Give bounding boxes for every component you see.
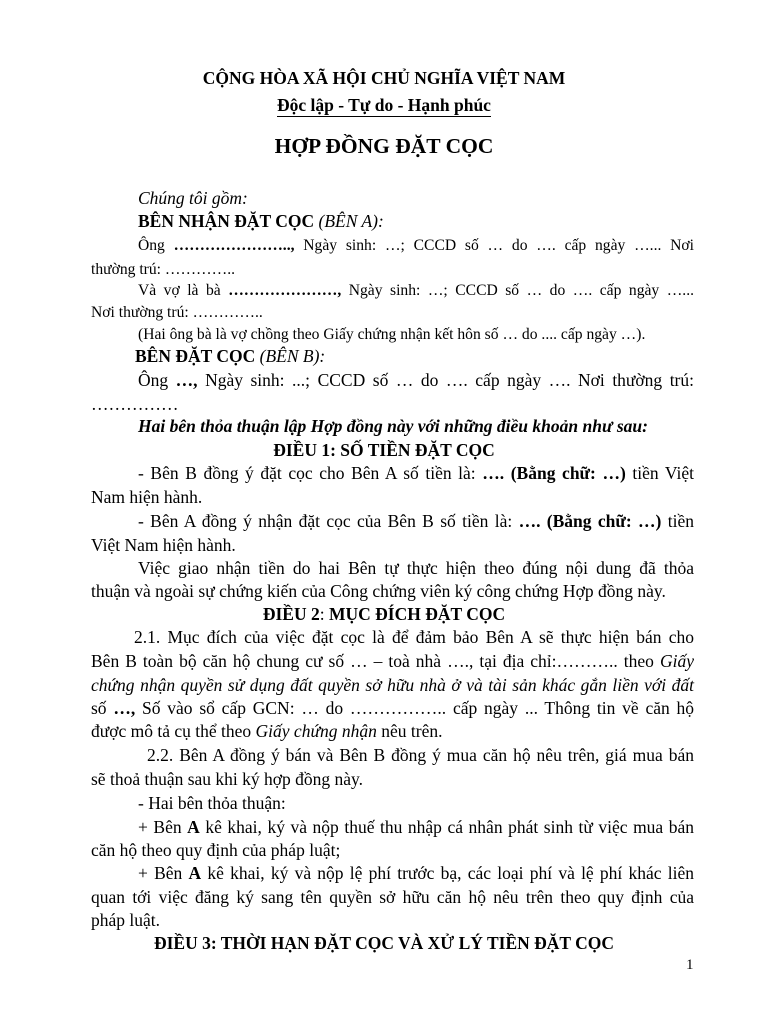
article-2-agreement-intro: - Hai bên thỏa thuận: [138,793,286,813]
article-2-1-line3: chứng nhận quyền sử dụng đất quyền sở hữu nhà ở và tài sản khác gắn liền với đất [91,675,694,695]
party-b-heading: BÊN ĐẶT CỌC (BÊN B): [135,346,326,366]
motto: Độc lập - Tự do - Hạnh phúc [277,95,491,115]
article-2-bullet-2-line2: quan tới việc đăng ký sang tên quyền sở hữu căn hộ nêu trên theo quy định của [91,887,694,907]
article-2-bullet-1-line2: căn hộ theo quy định của pháp luật; [91,840,341,860]
marriage-certificate-note: (Hai ông bà là vợ chồng theo Giấy chứng nhận kết hôn số … do .... cấp ngày …). [138,326,646,343]
article-3-heading: ĐIỀU 3: THỜI HẠN ĐẶT CỌC VÀ XỬ LÝ TIỀN ĐẶT CỌC [153,933,615,953]
article-1-item-1-line1: - Bên B đồng ý đặt cọc cho Bên A số tiền là: …. (Bằng chữ: …) tiền Việt [138,463,695,483]
article-2-heading: ĐIỀU 2: MỤC ĐÍCH ĐẶT CỌC [262,604,506,624]
article-1-item-3-line2: thuận và ngoài sự chứng kiến của Công chứng viên ký công chứng Hợp đồng này. [91,581,666,601]
party-a-wife-line1: Và vợ là bà …………………, Ngày sinh: …; CCCD số … do …. cấp ngày …... [138,282,694,299]
party-a-husband-line1: Ông ………………….., Ngày sinh: …; CCCD số … do …. cấp ngày …... Nơi [138,237,694,254]
article-2-1-line2: Bên B toàn bộ căn hộ chung cư số … – toà nhà …., tại địa chỉ:……….. theo Giấy [91,651,694,671]
agreement-statement: Hai bên thỏa thuận lập Hợp đồng này với những điều khoản như sau: [138,416,648,436]
article-1-item-1-line2: Nam hiện hành. [91,487,203,507]
article-2-1-line5: được mô tả cụ thể theo Giấy chứng nhận nêu trên. [91,721,443,741]
article-2-bullet-2-line3: pháp luật. [91,910,161,930]
intro-text: Chúng tôi gồm: [138,188,248,208]
article-2-bullet-1-line1: + Bên A kê khai, ký và nộp thuế thu nhập cá nhân phát sinh từ việc mua bán [138,817,695,837]
article-2-1-line4: số …, Số vào sổ cấp GCN: … do …………….. cấp ngày ... Thông tin về căn hộ [91,698,695,718]
article-1-heading: ĐIỀU 1: SỐ TIỀN ĐẶT CỌC [273,440,495,460]
page-number: 1 [686,957,694,973]
country-header: CỘNG HÒA XÃ HỘI CHỦ NGHĨA VIỆT NAM [202,68,566,88]
party-a-wife-line2: Nơi thường trú: ………….. [91,304,263,321]
article-2-bullet-2-line1: + Bên A kê khai, ký và nộp lệ phí trước bạ, các loại phí và lệ phí khác liên [138,863,695,883]
article-2-2-line2: sẽ thoả thuận sau khi ký hợp đồng này. [91,769,364,789]
party-a-husband-line2: thường trú: ………….. [91,261,236,278]
document-title: HỢP ĐỒNG ĐẶT CỌC [274,134,494,158]
article-2-2-line1: 2.2. Bên A đồng ý bán và Bên B đồng ý mua căn hộ nêu trên, giá mua bán [147,745,694,765]
party-b-line2: …………… [91,394,179,414]
article-1-item-2-line2: Việt Nam hiện hành. [91,535,236,555]
party-a-heading: BÊN NHẬN ĐẶT CỌC (BÊN A): [138,211,384,231]
article-1-item-2-line1: - Bên A đồng ý nhận đặt cọc của Bên B số tiền là: …. (Bằng chữ: …) tiền [138,511,694,531]
party-b-line1: Ông …, Ngày sinh: ...; CCCD số … do …. cấp ngày …. Nơi thường trú: [138,370,694,390]
article-1-item-3-line1: Việc giao nhận tiền do hai Bên tự thực hiện theo đúng nội dung đã thỏa [138,558,694,578]
article-2-1-line1: 2.1. Mục đích của việc đặt cọc là để đảm bảo Bên A sẽ thực hiện bán cho [134,627,694,647]
